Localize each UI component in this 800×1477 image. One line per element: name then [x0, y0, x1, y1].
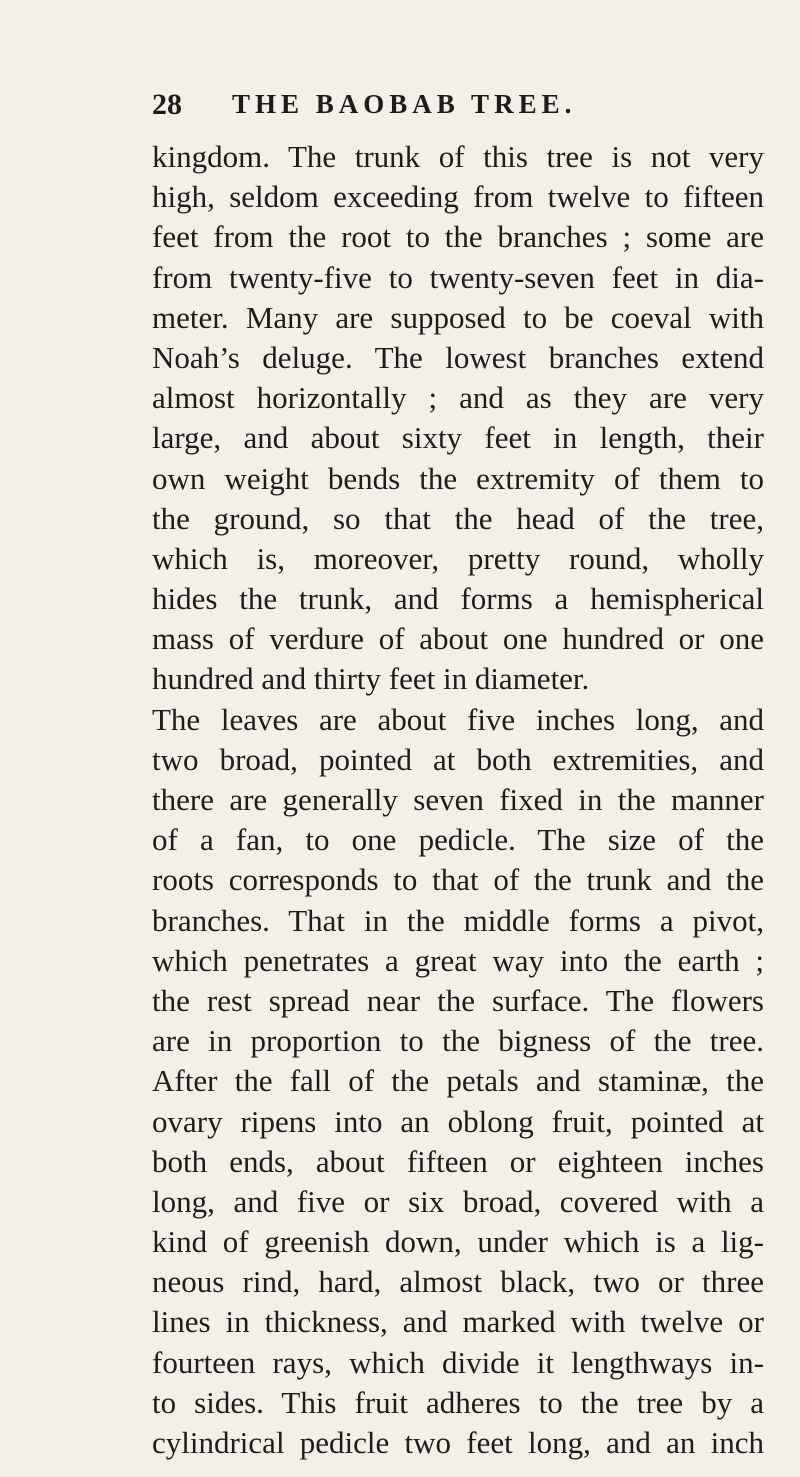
text-line: ovary ripens into an oblong fruit, pointed at: [152, 1103, 764, 1139]
page-header: [152, 88, 752, 126]
text-line: which is, moreover, pretty round, wholly: [152, 540, 764, 576]
text-line: kind of greenish down, under which is a lig-: [152, 1224, 764, 1260]
text-line: lines in thickness, and marked with twelve or: [152, 1304, 764, 1340]
text-line: kingdom. The trunk of this tree is not very: [152, 139, 764, 174]
text-line: neous rind, hard, almost black, two or three: [152, 1264, 764, 1300]
text-line: from twenty-five to twenty-seven feet in dia-: [152, 259, 764, 295]
text-line: almost horizontally ; and as they are very: [152, 380, 764, 416]
text-line: two broad, pointed at both extremities, and: [152, 741, 764, 777]
text-line: cylindrical pedicle two feet long, and an inch: [152, 1425, 764, 1460]
text-line: the ground, so that the head of the tree,: [152, 500, 764, 536]
body-text: [152, 137, 764, 1463]
text-line: the rest spread near the surface. The flowers: [152, 982, 764, 1018]
text-line: feet from the root to the branches ; some are: [152, 219, 764, 255]
text-line: hundred and thirty feet in diameter.: [152, 661, 590, 697]
text-line: mass of verdure of about one hundred or one: [152, 621, 764, 657]
text-line: are in proportion to the bigness of the tree.: [152, 1023, 764, 1059]
text-line: long, and five or six broad, covered with a: [152, 1183, 764, 1219]
text-line: Noah’s deluge. The lowest branches extend: [152, 339, 764, 375]
page-number: 28: [152, 88, 182, 121]
text-line: branches. That in the middle forms a pivot,: [152, 902, 764, 938]
text-line: hides the trunk, and forms a hemispherical: [152, 581, 764, 617]
text-line: fourteen rays, which divide it lengthways in-: [152, 1344, 764, 1380]
text-line: own weight bends the extremity of them to: [152, 460, 764, 496]
text-line: there are generally seven fixed in the manner: [152, 782, 764, 817]
text-line: to sides. This fruit adheres to the tree by a: [152, 1384, 764, 1420]
text-line: The leaves are about five inches long, and: [152, 701, 764, 737]
text-line: which penetrates a great way into the earth ;: [152, 942, 764, 978]
running-title: THE BAOBAB TREE.: [232, 89, 577, 119]
text-line: both ends, about fifteen or eighteen inches: [152, 1143, 764, 1179]
text-line: of a fan, to one pedicle. The size of the: [152, 822, 764, 858]
text-line: large, and about sixty feet in length, their: [152, 420, 764, 456]
text-line: meter. Many are supposed to be coeval with: [152, 299, 764, 335]
text-line: high, seldom exceeding from twelve to fifteen: [152, 179, 764, 215]
text-line: roots corresponds to that of the trunk and the: [152, 862, 764, 898]
text-line: After the fall of the petals and staminæ, the: [152, 1063, 764, 1099]
